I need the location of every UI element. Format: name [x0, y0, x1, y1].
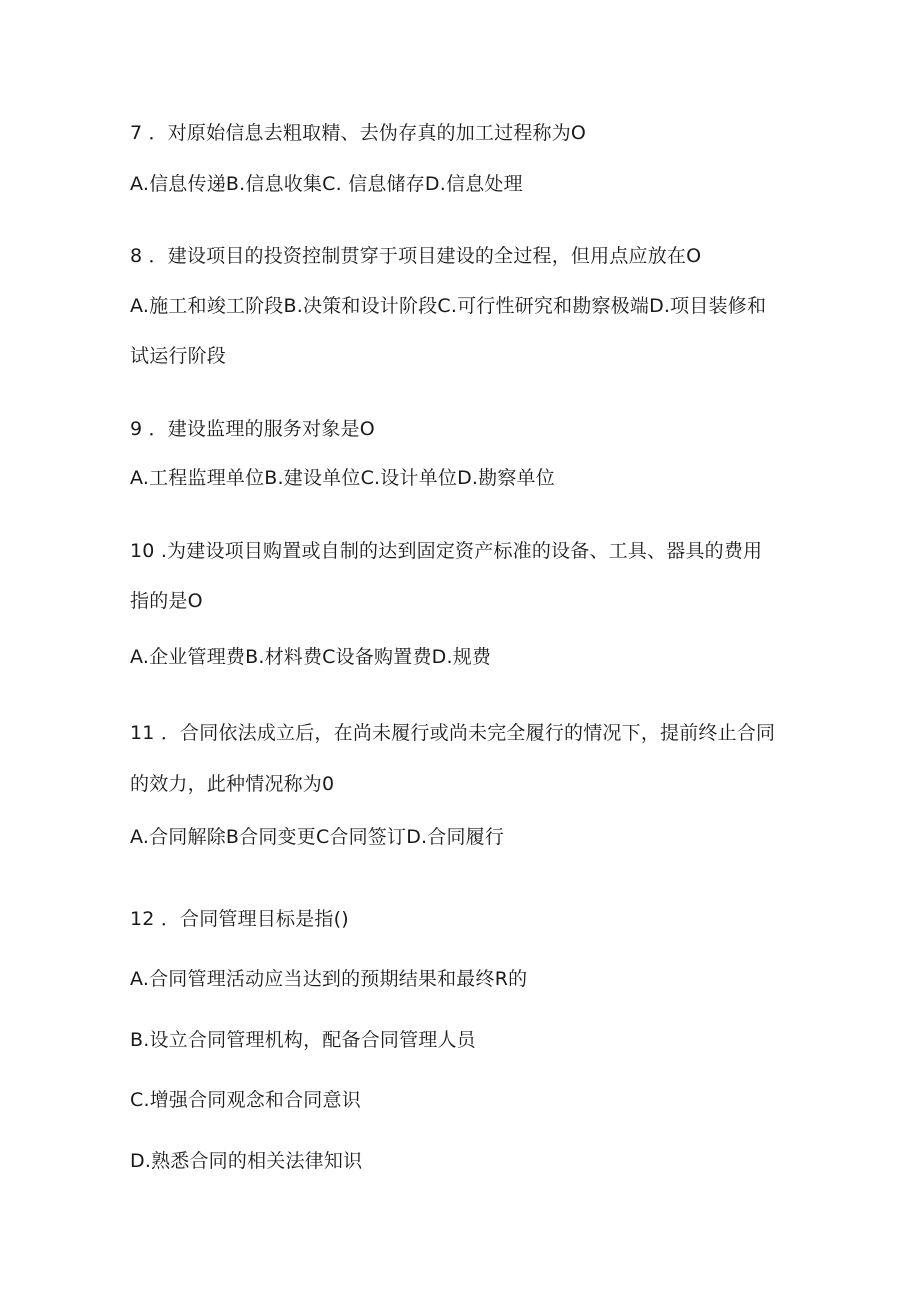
- question-8-options-cont: 试运行阶段: [130, 345, 227, 367]
- question-10-options: A.企业管理费B.材料费C设备购置费D.规费: [130, 646, 492, 668]
- question-11-stem: 11 ．合同依法成立后，在尚未履行或尚未完全履行的情况下，提前终止合同: [130, 722, 776, 744]
- question-7-stem: 7 ．对原始信息去粗取精、去伪存真的加工过程称为O: [130, 122, 587, 144]
- question-12-option-a: A.合同管理活动应当达到的预期结果和最终R的: [130, 968, 528, 990]
- question-12-option-d: D.熟悉合同的相关法律知识: [130, 1150, 363, 1172]
- question-9-stem: 9 ．建设监理的服务对象是O: [130, 418, 375, 440]
- question-12-option-c: C.增强合同观念和合同意识: [130, 1089, 361, 1111]
- question-12-option-b: B.设立合同管理机构，配备合同管理人员: [130, 1029, 476, 1051]
- question-8-options: A.施工和竣工阶段B.决策和设计阶段C.可行性研究和勘察极端D.项目装修和: [130, 295, 767, 317]
- question-9-options: A.工程监理单位B.建设单位C.设计单位D.勘察单位: [130, 467, 555, 489]
- question-7-options: A.信息传递B.信息收集C. 信息储存D.信息处理: [130, 173, 523, 195]
- question-11-stem-cont: 的效力，此种情况称为0: [130, 773, 335, 795]
- question-12-stem: 12 ．合同管理目标是指(): [130, 908, 349, 930]
- question-8-stem: 8 ．建设项目的投资控制贯穿于项目建设的全过程，但用点应放在O: [130, 245, 702, 267]
- question-10-stem-cont: 指的是O: [130, 590, 203, 612]
- question-10-stem: 10 .为建设项目购置或自制的达到固定资产标准的设备、工具、器具的费用: [130, 540, 763, 562]
- question-11-options: A.合同解除B合同变更C合同签订D.合同履行: [130, 826, 505, 848]
